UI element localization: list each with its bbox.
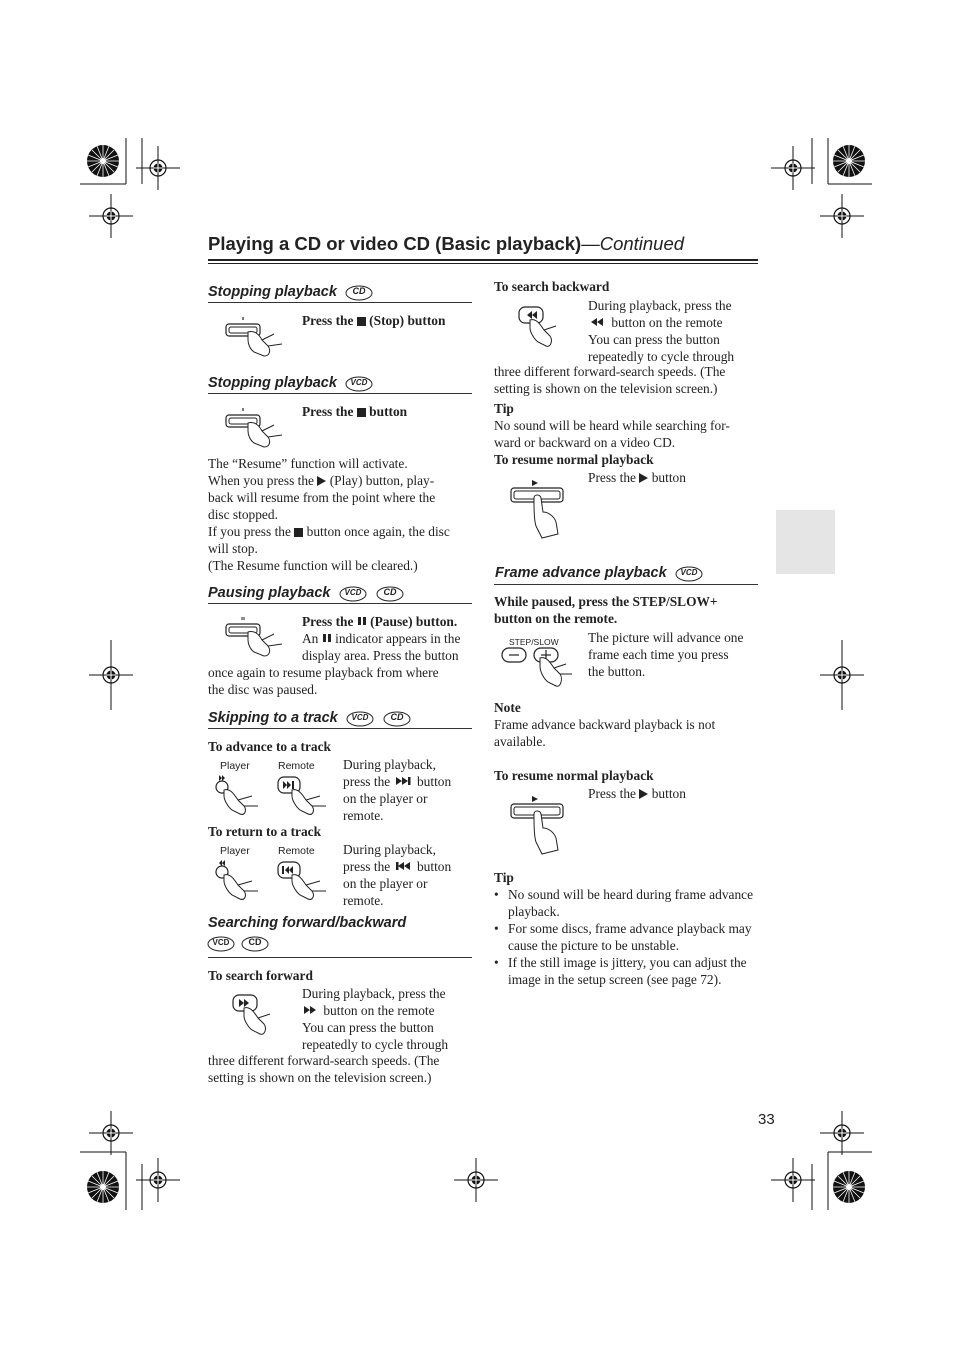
page-title-text: Playing a CD or video CD (Basic playback) bbox=[208, 233, 582, 254]
vcd-badge bbox=[345, 709, 375, 727]
section-heading-text: Pausing playback bbox=[208, 584, 331, 601]
section-rule bbox=[494, 584, 758, 585]
tip-item: • If the still image is jittery, you can adjust the image in the setup screen (see page 72). bbox=[494, 954, 762, 988]
play-button-hand-icon bbox=[508, 794, 572, 856]
text-part: Press the bbox=[588, 786, 636, 801]
vcd-badge bbox=[674, 564, 704, 582]
text-part: button bbox=[651, 786, 686, 801]
search-badges bbox=[206, 934, 270, 957]
step-slow-button-hand-icon bbox=[500, 646, 580, 696]
next-track-icon bbox=[394, 776, 414, 786]
instr-prefix: Press the bbox=[302, 404, 354, 419]
text-part: press the bbox=[343, 859, 391, 874]
rewind-button-hand-icon bbox=[516, 304, 566, 354]
text-line bbox=[302, 1002, 478, 1019]
text-line: three different forward-search speeds. (The bbox=[494, 364, 726, 379]
frame-advance-tips bbox=[494, 869, 762, 988]
remote-label: Remote bbox=[278, 760, 315, 772]
text-line: the disc was paused. bbox=[208, 682, 318, 697]
vcd-badge bbox=[206, 934, 236, 952]
cd-badge-text: CD bbox=[248, 937, 262, 947]
pause-icon bbox=[357, 616, 367, 626]
text-part: If you press the bbox=[208, 524, 291, 539]
text-part: button bbox=[416, 774, 452, 789]
frame-resume-title: To resume normal playback bbox=[494, 768, 654, 783]
text-line: available. bbox=[494, 734, 546, 749]
text-line: setting is shown on the television screen.) bbox=[494, 381, 718, 396]
section-rule bbox=[208, 393, 472, 394]
previous-track-icon bbox=[394, 861, 414, 871]
pause-description bbox=[208, 664, 478, 698]
vcd-badge-text: VCD bbox=[351, 713, 369, 722]
text-line: No sound will be heard while searching for- bbox=[494, 418, 730, 433]
section-rule bbox=[208, 728, 472, 729]
text-line: repeatedly to cycle through bbox=[302, 1037, 449, 1052]
text-part: button on the remote bbox=[611, 315, 723, 330]
text-line: display area. Press the button bbox=[302, 648, 459, 663]
text-part: button bbox=[651, 470, 686, 485]
instr-suffix: button bbox=[369, 404, 408, 419]
frame-advance-description bbox=[588, 629, 758, 680]
tip-title: Tip bbox=[494, 401, 514, 416]
pause-button-hand-icon bbox=[224, 616, 288, 658]
text-line: on the player or bbox=[343, 876, 428, 891]
advance-track-title: To advance to a track bbox=[208, 739, 331, 754]
rewind-icon bbox=[588, 317, 608, 327]
section-heading-stop-cd bbox=[208, 283, 374, 301]
return-track-title: To return to a track bbox=[208, 824, 322, 839]
search-backward-description bbox=[588, 297, 758, 365]
stop-icon bbox=[294, 528, 303, 537]
stop-vcd-instruction bbox=[302, 403, 407, 420]
page-title-continued: —Continued bbox=[581, 233, 685, 254]
text-line: ward or backward on a video CD. bbox=[494, 435, 676, 450]
tip-item: • No sound will be heard during frame advance playback. bbox=[494, 886, 762, 920]
section-heading-search: Searching forward/backward bbox=[208, 915, 407, 931]
player-label: Player bbox=[220, 845, 250, 857]
play-button-hand-icon bbox=[508, 478, 572, 540]
resume-instruction bbox=[588, 469, 686, 486]
stop-cd-instruction bbox=[302, 312, 445, 329]
section-heading-text: Skipping to a track bbox=[208, 709, 338, 726]
stop-icon bbox=[357, 317, 366, 326]
advance-track-description bbox=[343, 756, 475, 824]
remote-label: Remote bbox=[278, 845, 315, 857]
text-part: When you press the bbox=[208, 473, 314, 488]
section-heading-skip bbox=[208, 709, 412, 727]
stop-button-hand-icon bbox=[224, 316, 288, 358]
text-part: button bbox=[416, 859, 452, 874]
text-line: You can press the button bbox=[302, 1020, 434, 1035]
play-icon bbox=[317, 476, 326, 486]
frame-resume-instruction bbox=[588, 785, 686, 802]
section-rule bbox=[208, 302, 472, 303]
text-line: (The Resume function will be cleared.) bbox=[208, 558, 418, 573]
section-heading-frame-advance bbox=[495, 564, 704, 582]
previous-track-buttons-icon bbox=[212, 857, 342, 905]
cd-badge bbox=[344, 283, 374, 301]
stop-button-hand-icon bbox=[224, 407, 288, 449]
search-forward-title: To search forward bbox=[208, 968, 313, 983]
step-slow-label: STEP/SLOW bbox=[509, 637, 559, 647]
text-line: During playback, press the bbox=[302, 986, 446, 1001]
text-line: button on the remote. bbox=[494, 611, 618, 626]
search-forward-description bbox=[302, 985, 478, 1053]
frame-advance-intro bbox=[494, 593, 764, 627]
vcd-badge-text: VCD bbox=[212, 938, 230, 947]
instr-suffix: (Stop) button bbox=[369, 313, 446, 328]
text-line: back will resume from the point where the bbox=[208, 490, 436, 505]
cd-badge-text: CD bbox=[390, 712, 404, 722]
text-line: Frame advance backward playback is not bbox=[494, 717, 716, 732]
page-title bbox=[208, 233, 684, 255]
fast-forward-button-hand-icon bbox=[230, 992, 280, 1042]
text-line: During playback, bbox=[343, 842, 436, 857]
section-heading-text: Frame advance playback bbox=[495, 564, 667, 581]
text-line bbox=[208, 523, 478, 540]
vcd-badge-text: VCD bbox=[350, 378, 368, 387]
vcd-badge-text: VCD bbox=[680, 568, 698, 577]
pause-instruction bbox=[302, 613, 478, 664]
text-part: press the bbox=[343, 774, 391, 789]
text-line: on the player or bbox=[343, 791, 428, 806]
text-line bbox=[302, 630, 478, 647]
section-heading-stop-vcd bbox=[208, 374, 374, 392]
side-tab bbox=[776, 510, 835, 574]
text-line bbox=[302, 613, 478, 630]
text-part: Press the bbox=[302, 614, 354, 629]
text-line: The picture will advance one bbox=[588, 630, 744, 645]
return-track-description bbox=[343, 841, 475, 909]
frame-advance-note bbox=[494, 699, 764, 750]
tips-list bbox=[494, 886, 762, 988]
text-part: (Play) button, play- bbox=[329, 473, 435, 488]
text-line: three different forward-search speeds. (The bbox=[208, 1053, 440, 1068]
text-line: remote. bbox=[343, 893, 384, 908]
cd-badge bbox=[382, 709, 412, 727]
tip-item: • For some discs, frame advance playback may cause the picture to be unstable. bbox=[494, 920, 762, 954]
fast-forward-icon bbox=[302, 1005, 320, 1015]
text-part: An bbox=[302, 631, 319, 646]
search-backward-title: To search backward bbox=[494, 279, 610, 294]
text-part: Press the bbox=[588, 470, 636, 485]
text-line: remote. bbox=[343, 808, 384, 823]
text-line bbox=[343, 858, 475, 875]
search-tip bbox=[494, 400, 764, 468]
text-line bbox=[208, 472, 478, 489]
section-heading-text: Stopping playback bbox=[208, 374, 337, 391]
tip-title: Tip bbox=[494, 870, 514, 885]
section-rule bbox=[208, 603, 472, 604]
title-rule bbox=[208, 259, 758, 261]
next-track-buttons-icon bbox=[212, 772, 342, 820]
title-rule-thin bbox=[208, 263, 758, 264]
pause-indicator-icon bbox=[322, 633, 332, 643]
text-line: setting is shown on the television screen.) bbox=[208, 1070, 432, 1085]
section-heading-text: Stopping playback bbox=[208, 283, 337, 300]
text-line: While paused, press the STEP/SLOW+ bbox=[494, 594, 718, 609]
text-line: disc stopped. bbox=[208, 507, 278, 522]
search-forward-description-cont bbox=[208, 1052, 478, 1086]
text-line: During playback, press the bbox=[588, 298, 732, 313]
text-line: During playback, bbox=[343, 757, 436, 772]
text-line bbox=[343, 773, 475, 790]
text-part: button once again, the disc bbox=[306, 524, 450, 539]
cd-badge bbox=[240, 934, 270, 952]
text-line: will stop. bbox=[208, 541, 258, 556]
player-label: Player bbox=[220, 760, 250, 772]
vcd-badge bbox=[338, 584, 368, 602]
text-line bbox=[588, 314, 758, 331]
cd-badge-text: CD bbox=[352, 286, 366, 296]
note-title: Note bbox=[494, 700, 521, 715]
cd-badge-text: CD bbox=[383, 587, 397, 597]
text-line: repeatedly to cycle through bbox=[588, 349, 735, 364]
text-line: once again to resume playback from where bbox=[208, 665, 439, 680]
play-icon bbox=[639, 789, 648, 799]
vcd-badge-text: VCD bbox=[344, 588, 361, 597]
text-line: frame each time you press bbox=[588, 647, 729, 662]
text-line: You can press the button bbox=[588, 332, 720, 347]
play-icon bbox=[639, 473, 648, 483]
stop-icon bbox=[357, 408, 366, 417]
resume-description bbox=[208, 455, 478, 574]
text-line: The “Resume” function will activate. bbox=[208, 456, 408, 471]
text-line: the button. bbox=[588, 664, 646, 679]
vcd-badge bbox=[344, 374, 374, 392]
text-part: button on the remote bbox=[323, 1003, 435, 1018]
resume-title: To resume normal playback bbox=[494, 452, 654, 467]
section-heading-pause bbox=[208, 584, 405, 602]
search-backward-description-cont bbox=[494, 363, 764, 397]
cd-badge bbox=[375, 584, 405, 602]
instr-prefix: Press the bbox=[302, 313, 354, 328]
section-rule bbox=[208, 957, 472, 958]
text-part: (Pause) button. bbox=[370, 614, 458, 629]
text-part: indicator appears in the bbox=[335, 631, 461, 646]
page-number: 33 bbox=[758, 1111, 775, 1128]
